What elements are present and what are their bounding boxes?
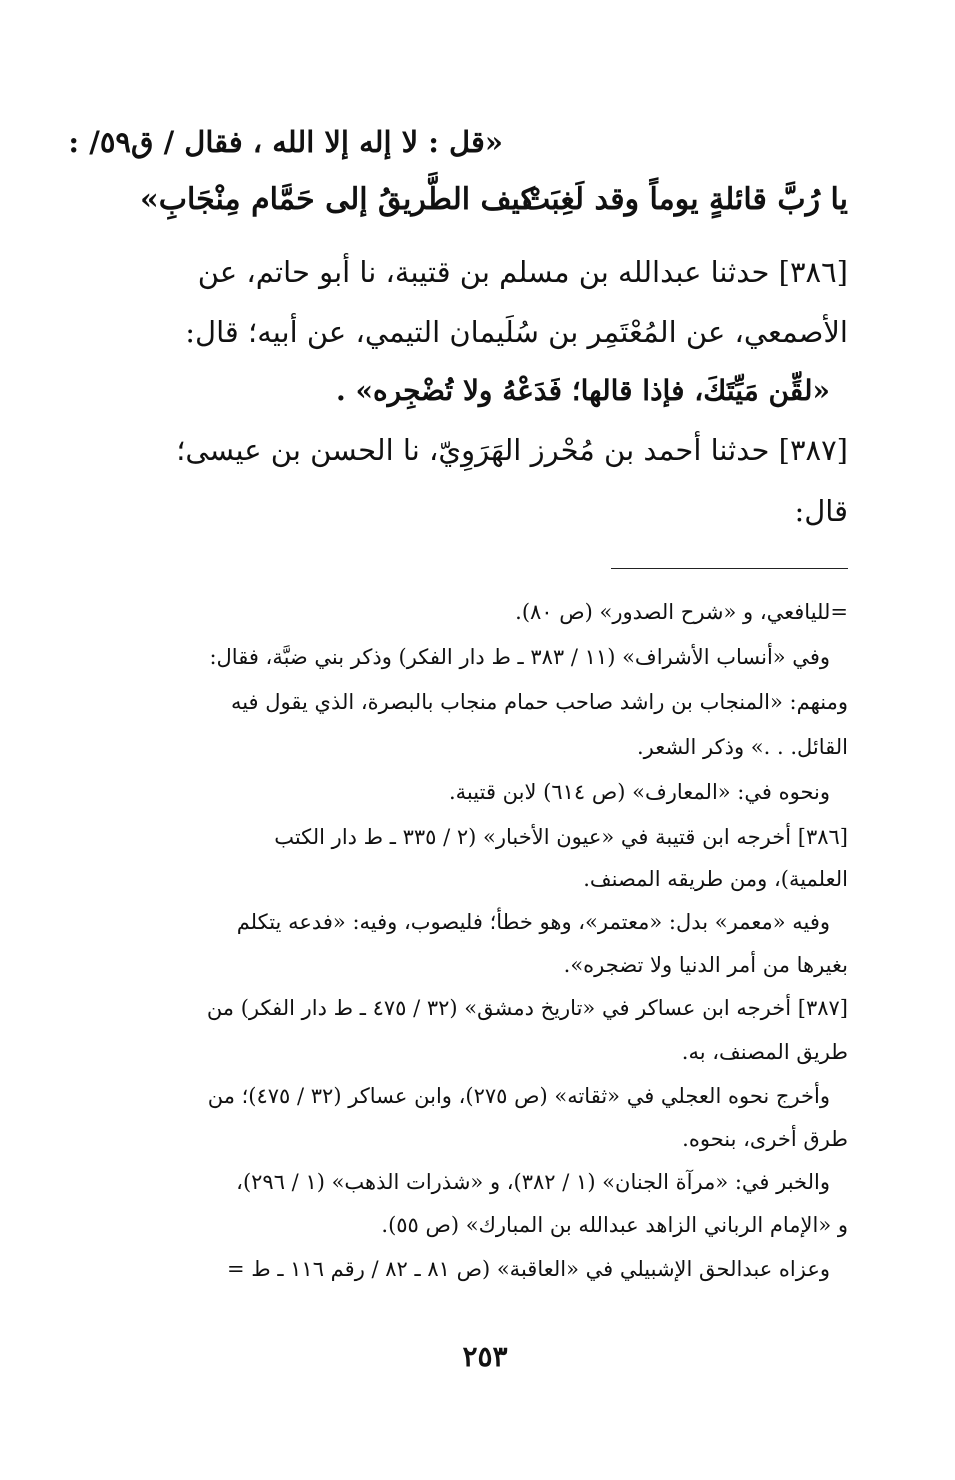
footnote-line: ونحوه في: «المعارف» (ص ٦١٤) لابن قتيبة.	[449, 780, 830, 804]
page-number: ٢٥٣	[462, 1340, 508, 1373]
footnote-line: القائل. . .» وذكر الشعر.	[636, 735, 848, 759]
footnote-line: والخبر في: «مرآة الجنان» (١ / ٣٨٢)، و «شذرات الذهب» (١ / ٢٩٦)،	[236, 1170, 830, 1194]
footnote-line: ومنهم: «المنجاب بن راشد صاحب حمام منجاب بالبصرة، الذي يقول فيه	[230, 690, 848, 714]
paragraph-387-line-1: [٣٨٧] حدثنا أحمد بن مُحْرز الهَرَوِيّ، نا الحسن بن عيسى؛	[176, 433, 848, 467]
footnote-separator	[611, 568, 848, 569]
footnote-line: وفي «أنساب الأشراف» (١١ / ٣٨٣ ـ ط دار الفكر) وذكر بني ضبَّة، فقال:	[209, 645, 830, 669]
footnote-line: وأخرج نحوه العجلي في «ثقاته» (ص ٢٧٥)، وابن عساكر (٣٢ / ٤٧٥)؛ من	[207, 1084, 830, 1108]
footnote-line: [٣٨٧] أخرجه ابن عساكر في «تاريخ دمشق» (٣٢ / ٤٧٥ ـ ط دار الفكر) من	[206, 996, 848, 1020]
footnote-line: بغيرها من أمر الدنيا ولا تضجره».	[563, 953, 848, 977]
footnote-line: وعزاه عبدالحق الإشبيلي في «العاقبة» (ص ٨١ ـ ٨٢ / رقم ١١٦ ـ ط =	[226, 1257, 830, 1281]
verse-hemistich-2: كيف الطَّريقُ إلى حَمَّام مِنْجَابِ»	[140, 182, 535, 217]
footnote-line: وفيه «معمر» بدل: «معتمر»، وهو خطأ؛ فليصوب، وفيه: «فدعه يتكلم	[236, 910, 830, 934]
poetry-verse	[140, 182, 848, 232]
footnote-line: =لليافعي، و «شرح الصدور» (ص ٨٠).	[515, 600, 848, 624]
footnote-line: طريق المصنف، به.	[681, 1040, 848, 1064]
footnote-line: [٣٨٦] أخرجه ابن قتيبة في «عيون الأخبار» (٢ / ٣٣٥ ـ ط دار الكتب	[274, 825, 848, 849]
footnote-line: طرق أخرى، بنحوه.	[682, 1127, 848, 1151]
paragraph-386-line-1: [٣٨٦] حدثنا عبدالله بن مسلم بن قتيبة، نا أبو حاتم، عن	[197, 255, 848, 289]
paragraph-386-line-2: الأصمعي، عن المُعْتَمِر بن سُلَيمان التيمي، عن أبيه؛ قال:	[185, 315, 848, 349]
footnote-line: العلمية)، ومن طريقه المصنف.	[583, 867, 848, 891]
verse-hemistich-1: يا رُبَّ قائلةٍ يوماً وقد لَغِبَتْ	[521, 182, 848, 217]
quote-line-1: «قل : لا إله إلا الله ، فقال / ق٥٩/ :	[68, 125, 503, 159]
footnote-line: و «الإمام الرباني الزاهد عبدالله بن المبارك» (ص ٥٥).	[381, 1213, 848, 1237]
quote-386: «لقِّن مَيِّتَكَ، فإذا قالها؛ فَدَعْهُ ولا تُضْجِره» .	[335, 374, 830, 407]
paragraph-387-line-2: قال:	[794, 494, 848, 528]
